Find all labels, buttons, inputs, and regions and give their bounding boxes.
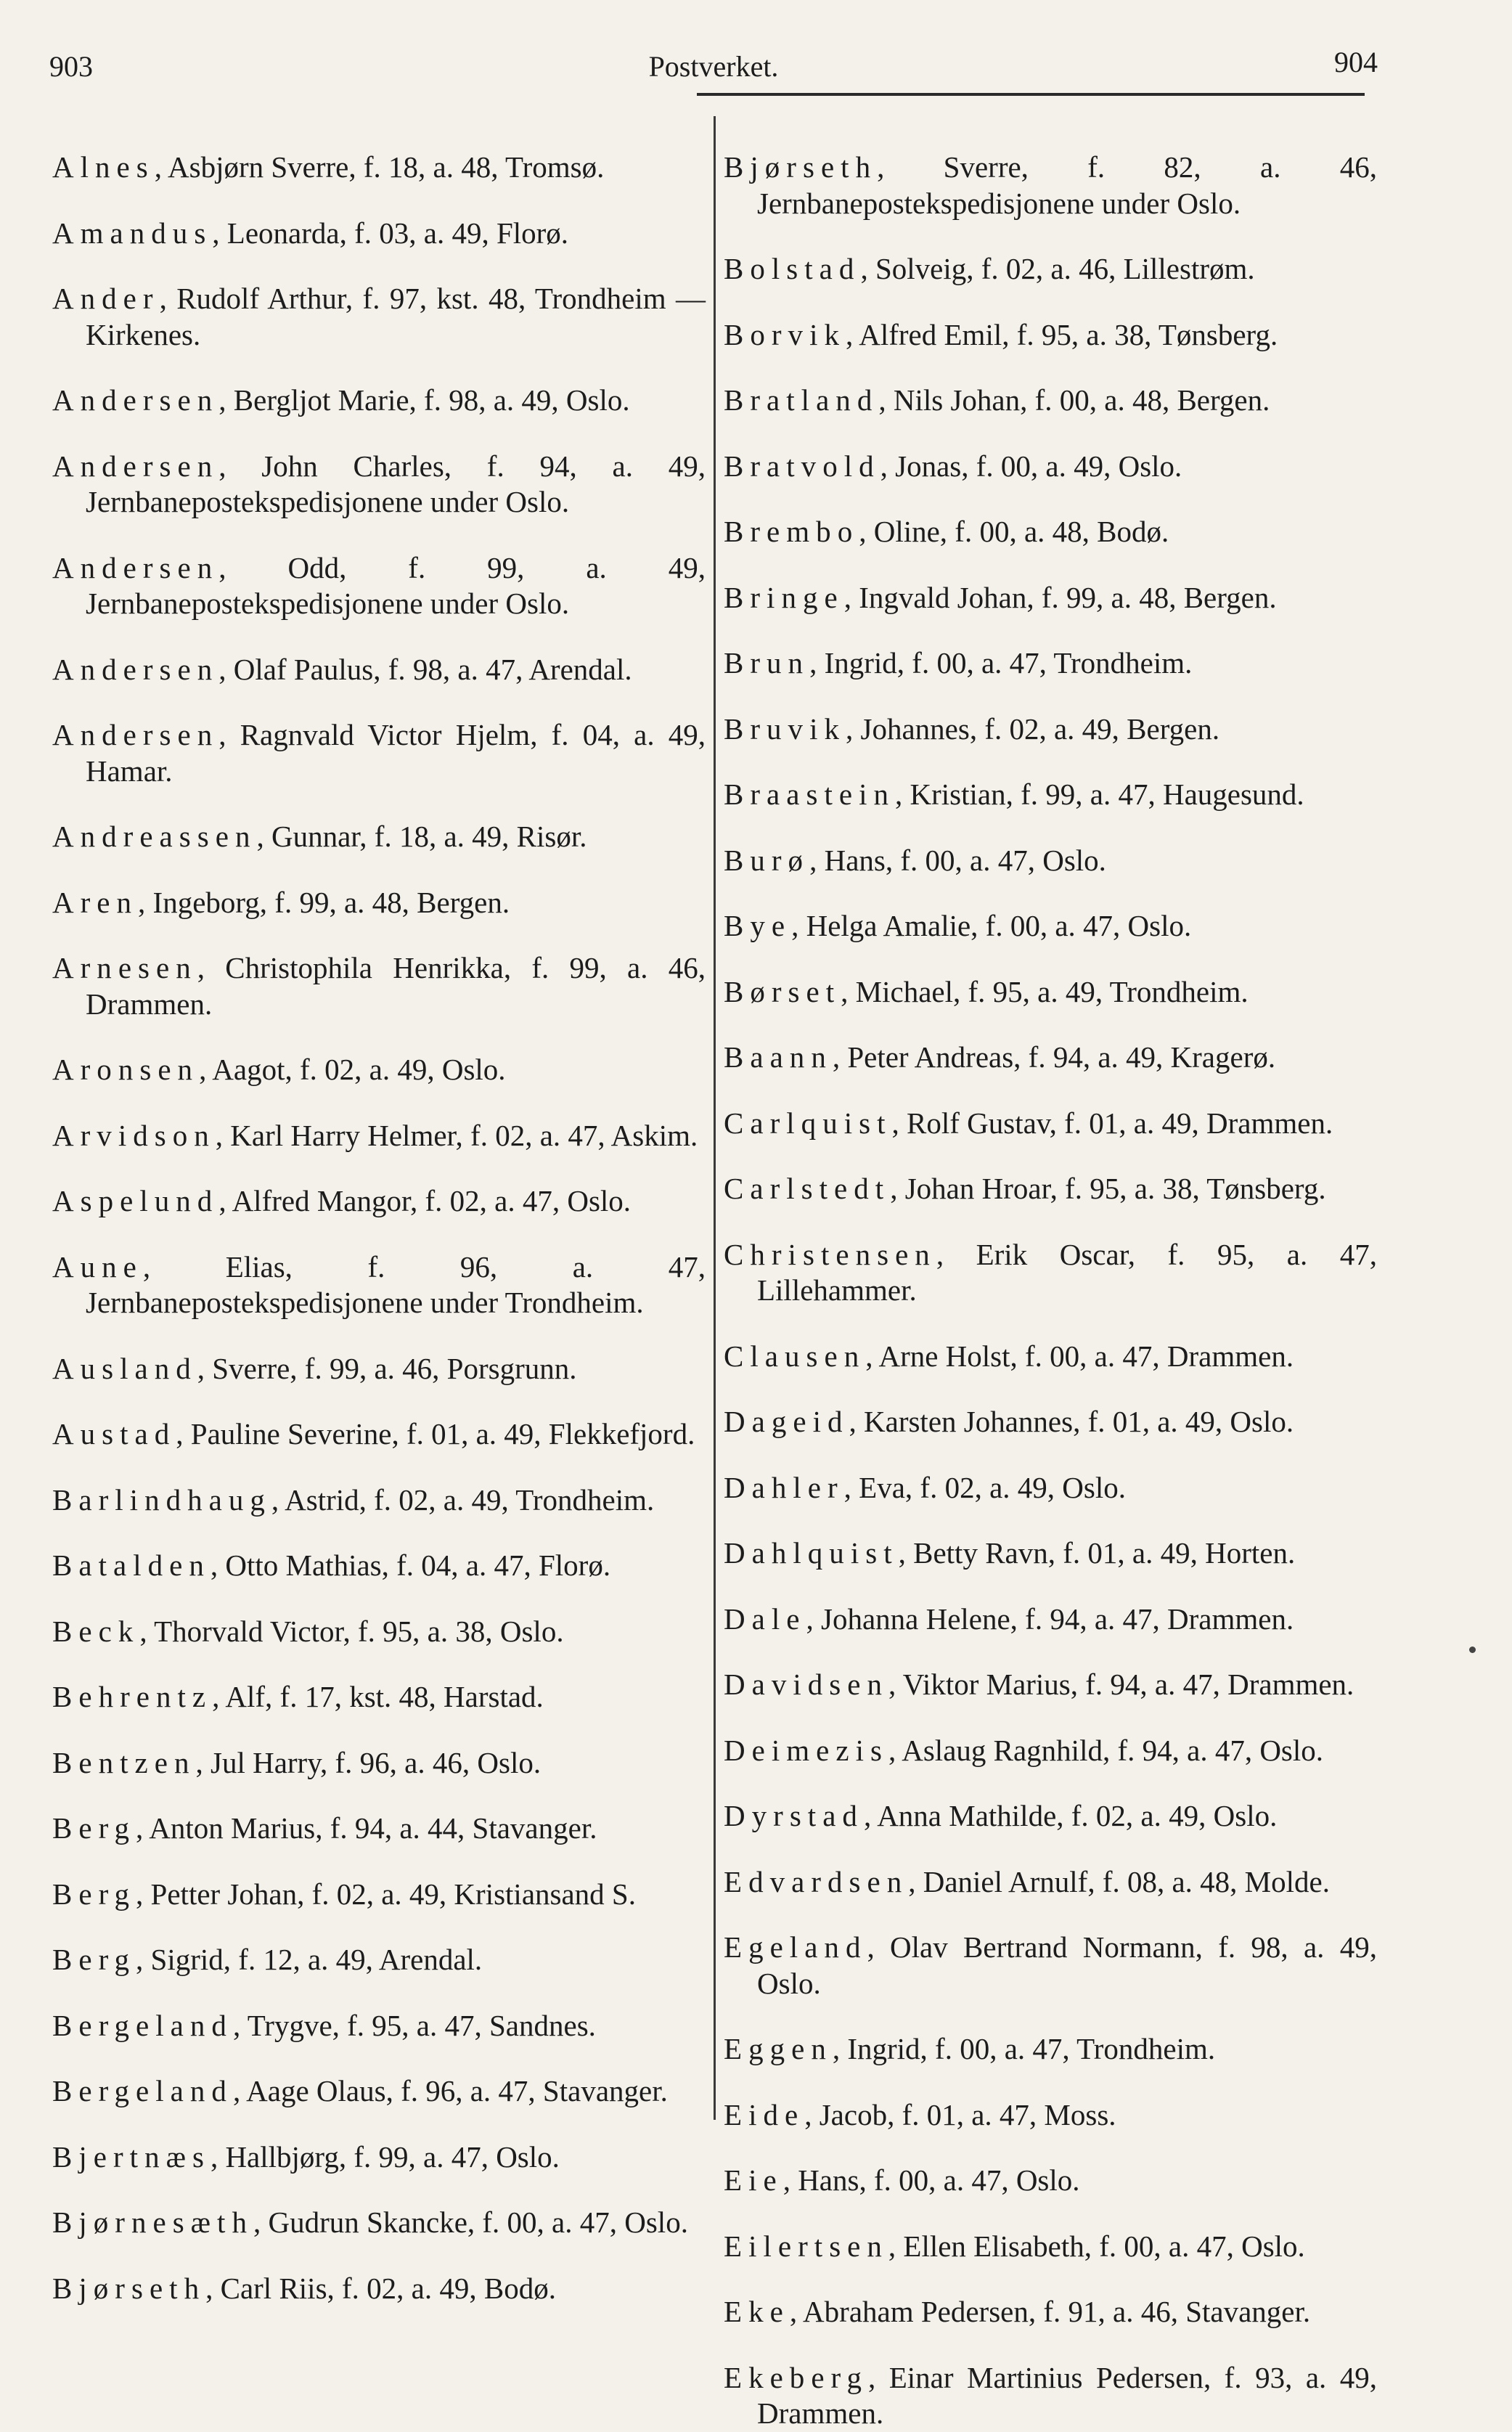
entry-details: , Anna Mathilde, f. 02, a. 49, Oslo. [863,1799,1278,1832]
entry-details: , Ingrid, f. 00, a. 47, Trondheim. [809,646,1193,680]
entry-details: , Johan Hroar, f. 95, a. 38, Tønsberg. [890,1172,1326,1205]
entry-details: , Christophila Henrikka, f. 99, a. 46, Drammen. [86,951,706,1021]
page-number-right: 904 [1334,46,1378,78]
entry-surname: Alnes [52,150,155,184]
directory-entry [724,1930,1377,2001]
entry-surname: Eilertsen [724,2229,888,2263]
entry-surname: Christensen [724,1237,936,1271]
entry-details: , Bergljot Marie, f. 98, a. 49, Oslo. [218,383,630,417]
entry-surname: Bergeland [52,2074,233,2107]
entry-details: , Asbjørn Sverre, f. 18, a. 48, Tromsø. [154,150,605,184]
entry-details: , Daniel Arnulf, f. 08, a. 48, Molde. [908,1864,1330,1898]
entry-surname: Brun [724,646,810,680]
entry-details: , Karsten Johannes, f. 01, a. 49, Oslo. [849,1405,1294,1438]
directory-entry [724,1798,1377,1835]
entry-surname: Austad [52,1417,176,1450]
entry-details: , Hallbjørg, f. 99, a. 47, Oslo. [210,2139,560,2174]
page-header [49,45,1378,89]
entry-details: , Peter Andreas, f. 94, a. 49, Kragerø. [832,1040,1276,1074]
entry-surname: Dyrstad [724,1799,864,1832]
directory-entry [724,317,1377,354]
directory-entry [724,645,1377,682]
directory-entry [724,2229,1377,2265]
entry-details: , Olaf Paulus, f. 98, a. 47, Arendal. [218,652,632,686]
entry-details: , Petter Johan, f. 02, a. 49, Kristiansand S. [136,1877,636,1911]
entry-details: , Aage Olaus, f. 96, a. 47, Stavanger. [232,2074,668,2107]
entry-surname: Bratland [724,383,879,417]
entry-details: , Ingrid, f. 00, a. 47, Trondheim. [832,2032,1216,2065]
entry-details: , Gudrun Skancke, f. 00, a. 47, Oslo. [253,2205,688,2239]
entry-details: , Alfred Mangor, f. 02, a. 47, Oslo. [218,1184,632,1217]
entry-surname: Bjørnesæth [52,2205,253,2239]
entry-surname: Aune [52,1249,143,1284]
entry-details: , Einar Martinius Pedersen, f. 93, a. 49, Drammen. [757,2360,1377,2430]
directory-entry [52,550,706,622]
entry-surname: Bergeland [52,2008,233,2042]
entry-details: , Aagot, f. 02, a. 49, Oslo. [199,1053,506,1086]
directory-entry [724,777,1377,813]
entry-surname: Andersen [52,383,219,417]
entry-surname: Brembo [724,515,859,548]
directory-entry [52,383,706,419]
directory-entry [724,1339,1377,1375]
entry-surname: Davidsen [724,1668,889,1701]
entry-surname: Eide [724,2097,805,2131]
entry-surname: Andersen [52,652,219,686]
directory-entry [724,1470,1377,1506]
entry-details: , Nils Johan, f. 00, a. 48, Bergen. [878,383,1270,417]
entry-details: , Jonas, f. 00, a. 49, Oslo. [880,449,1182,483]
directory-entry [724,2360,1377,2432]
entry-details: , Thorvald Victor, f. 95, a. 38, Oslo. [139,1614,564,1648]
entry-surname: Ausland [52,1351,197,1385]
entry-surname: Eggen [724,2032,833,2065]
entry-details: , Hans, f. 00, a. 47, Oslo. [782,2163,1080,2197]
left-column [52,120,706,2306]
entry-surname: Bruvik [724,711,846,746]
entry-surname: Barlindhaug [52,1482,271,1517]
entry-details: , Gunnar, f. 18, a. 49, Risør. [256,820,587,853]
entry-details: , Michael, f. 95, a. 49, Trondheim. [841,974,1249,1008]
entry-surname: Aren [52,885,139,919]
right-column [724,120,1377,2432]
directory-entry [52,1811,706,1847]
entry-surname: Bjørseth [52,2271,206,2305]
directory-entry [724,1237,1377,1309]
entry-details: , Carl Riis, f. 02, a. 49, Bodø. [205,2271,556,2305]
directory-entry [52,1877,706,1913]
entry-details: , Hans, f. 00, a. 47, Oslo. [809,843,1106,877]
entry-details: , Olav Bertrand Normann, f. 98, a. 49, Oslo. [757,1930,1377,2000]
header-rule [697,93,1365,96]
directory-entry [724,1864,1377,1901]
entry-surname: Bye [724,909,792,942]
entry-details: , Odd, f. 99, a. 49, Jernbanepostekspedisjonene under Oslo. [86,550,706,620]
directory-entry [724,383,1377,419]
entry-details: , Arne Holst, f. 00, a. 47, Drammen. [865,1339,1294,1373]
directory-entry [52,1118,706,1154]
entry-surname: Braastein [724,778,896,811]
entry-surname: Bentzen [52,1745,196,1779]
entry-details: , Rudolf Arthur, f. 97, kst. 48, Trondheim — Kirkenes. [86,282,706,351]
entry-details: , Erik Oscar, f. 95, a. 47, Lillehammer. [757,1237,1377,1307]
entry-surname: Dageid [724,1405,849,1438]
entry-details: , Helga Amalie, f. 00, a. 47, Oslo. [791,909,1192,942]
directory-entry [724,711,1377,748]
directory-entry [52,2139,706,2176]
directory-entry [724,2031,1377,2068]
entry-surname: Dale [724,1601,806,1636]
entry-surname: Ander [52,282,160,315]
entry-surname: Borvik [724,317,846,351]
directory-entry [52,1416,706,1453]
entry-surname: Arnesen [52,951,197,984]
entry-details: , Jacob, f. 01, a. 47, Moss. [804,2097,1116,2131]
directory-entry [724,150,1377,221]
entry-details: , Astrid, f. 02, a. 49, Trondheim. [271,1482,655,1517]
entry-details: , Sigrid, f. 12, a. 49, Arendal. [136,1943,483,1976]
entry-surname: Egeland [724,1930,867,1964]
entry-surname: Eke [724,2295,790,2328]
directory-entry [52,1679,706,1715]
directory-entry [52,950,706,1022]
directory-entry [52,216,706,252]
entry-details: , Leonarda, f. 03, a. 49, Florø. [212,216,569,250]
entry-details: , Sverre, f. 82, a. 46, Jernbanepostekspedisjonene under Oslo. [757,150,1377,220]
entry-details: , Ingeborg, f. 99, a. 48, Bergen. [138,885,510,919]
entry-surname: Dahler [724,1470,844,1504]
entry-details: , Oline, f. 00, a. 48, Bodø. [859,515,1169,548]
directory-entry [52,2205,706,2241]
entry-details: , Aslaug Ragnhild, f. 94, a. 47, Oslo. [888,1733,1324,1767]
entry-details: , Karl Harry Helmer, f. 02, a. 47, Askim. [215,1118,698,1152]
entry-surname: Andersen [52,550,219,584]
directory-entry [52,2271,706,2307]
running-title: Postverket. [648,50,779,83]
entry-details: , Elias, f. 96, a. 47, Jernbanepostekspedisjonene under Trondheim. [86,1249,706,1319]
directory-entry [724,1733,1377,1769]
entry-surname: Andersen [52,449,219,483]
directory-entry [52,1614,706,1650]
entry-surname: Berg [52,1877,136,1911]
entry-surname: Beck [52,1614,140,1648]
directory-entry [52,1052,706,1088]
entry-surname: Berg [52,1811,136,1845]
directory-entry [52,819,706,855]
entry-details: , Johanna Helene, f. 94, a. 47, Drammen. [806,1601,1294,1636]
entry-details: , Viktor Marius, f. 94, a. 47, Drammen. [888,1668,1354,1701]
directory-entry [52,150,706,186]
entry-surname: Dahlquist [724,1536,899,1570]
entry-surname: Bjørseth [724,150,878,184]
entry-details: , Solveig, f. 02, a. 46, Lillestrøm. [860,252,1255,285]
directory-entry [52,885,706,921]
entry-surname: Børset [724,974,841,1008]
directory-entry [724,908,1377,944]
directory-entry [52,1942,706,1978]
entry-details: , Alf, f. 17, kst. 48, Harstad. [212,1680,544,1713]
entry-surname: Andreassen [52,820,257,853]
entry-surname: Edvardsen [724,1864,909,1898]
directory-entry [52,1183,706,1220]
entry-surname: Eie [724,2163,783,2197]
entry-surname: Aronsen [52,1053,200,1086]
directory-entry [52,2073,706,2110]
entry-details: , Rolf Gustav, f. 01, a. 49, Drammen. [891,1106,1333,1140]
entry-details: , Betty Ravn, f. 01, a. 49, Horten. [898,1536,1296,1570]
directory-entry [724,580,1377,616]
directory-entry [724,1106,1377,1142]
entry-details: , Pauline Severine, f. 01, a. 49, Flekkefjord. [176,1417,695,1450]
entry-details: , Anton Marius, f. 94, a. 44, Stavanger. [136,1811,597,1845]
entry-surname: Aspelund [52,1184,219,1217]
entry-details: , Kristian, f. 99, a. 47, Haugesund. [895,778,1304,811]
entry-details: , Otto Mathias, f. 04, a. 47, Florø. [210,1548,611,1582]
directory-entry [724,1667,1377,1703]
entry-surname: Burø [724,843,810,877]
entry-surname: Bjertnæs [52,2139,211,2174]
entry-details: , Abraham Pedersen, f. 91, a. 46, Stavanger. [789,2295,1311,2328]
entry-details: , Eva, f. 02, a. 49, Oslo. [843,1470,1126,1504]
entry-details: , Johannes, f. 02, a. 49, Bergen. [846,711,1220,746]
directory-entry [52,1351,706,1387]
entry-surname: Arvidson [52,1118,216,1152]
directory-entry [724,449,1377,485]
entry-surname: Baann [724,1040,833,1074]
entry-details: , Ragnvald Victor Hjelm, f. 04, a. 49, Hamar. [86,718,706,788]
directory-entry [724,1171,1377,1207]
entry-surname: Bratvold [724,449,880,483]
directory-entry [724,2294,1377,2330]
directory-entry [52,1482,706,1519]
entry-surname: Deimezis [724,1733,888,1767]
directory-entry [52,281,706,353]
directory-entry [52,1249,706,1321]
directory-entry [724,2163,1377,2199]
directory-entry [724,251,1377,287]
entry-details: , Ellen Elisabeth, f. 00, a. 47, Oslo. [888,2229,1305,2263]
entry-surname: Amandus [52,216,213,250]
entry-surname: Behrentz [52,1680,213,1713]
directory-entry [724,1040,1377,1076]
page-number-left: 903 [49,50,93,83]
directory-entry [52,717,706,789]
directory-entry [724,1535,1377,1572]
directory-entry [52,652,706,688]
entry-surname: Carlquist [724,1106,892,1140]
directory-entry [724,514,1377,550]
directory-entry [52,449,706,521]
column-divider [714,116,716,2120]
directory-entry [52,1548,706,1584]
entry-details: , Jul Harry, f. 96, a. 46, Oslo. [195,1745,542,1779]
directory-entry [724,843,1377,879]
entry-surname: Carlstedt [724,1172,891,1205]
entry-surname: Batalden [52,1548,211,1582]
entry-details: , Sverre, f. 99, a. 46, Porsgrunn. [197,1351,577,1385]
entry-details: , Ingvald Johan, f. 99, a. 48, Bergen. [843,580,1277,614]
directory-entry [724,1601,1377,1638]
entry-details: , Trygve, f. 95, a. 47, Sandnes. [232,2008,596,2042]
entry-details: , Alfred Emil, f. 95, a. 38, Tønsberg. [846,317,1278,351]
directory-entry [724,974,1377,1011]
ink-speck [1469,1647,1476,1653]
directory-entry [724,1404,1377,1440]
entry-surname: Bringe [724,580,844,614]
directory-entry [52,2008,706,2044]
entry-surname: Andersen [52,718,219,751]
entry-surname: Berg [52,1943,136,1976]
entry-surname: Bolstad [724,252,861,285]
directory-entry [52,1745,706,1782]
entry-details: , John Charles, f. 94, a. 49, Jernbanepostekspedisjonene under Oslo. [86,449,706,518]
entry-surname: Ekeberg [724,2360,868,2394]
entry-surname: Clausen [724,1339,866,1373]
directory-entry [724,2097,1377,2134]
